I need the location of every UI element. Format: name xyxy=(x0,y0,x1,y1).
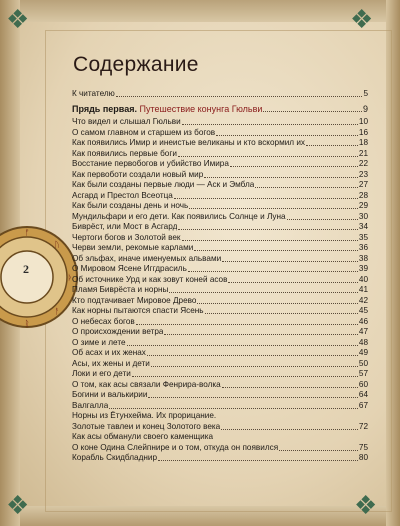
toc-entry-label: Корабль Скидбладнир xyxy=(72,453,157,462)
toc-page-number: 64 xyxy=(358,390,368,399)
toc-entry-label: Норны из Ётунхейма. Их прорицание. xyxy=(72,411,217,420)
toc-entry[interactable] xyxy=(72,274,368,285)
toc-page-number: 16 xyxy=(358,127,368,137)
svg-text:ᚦ: ᚦ xyxy=(67,273,73,282)
toc-entry[interactable] xyxy=(72,432,368,443)
toc-page-number: 80 xyxy=(358,453,368,462)
toc-entry-label: Кто подтачивает Мировое Древо xyxy=(72,295,197,305)
toc-page-number: 22 xyxy=(358,159,368,168)
toc-leader-dots xyxy=(188,271,358,272)
toc-entry-label: Черви земли, рекомые карлами xyxy=(72,243,194,252)
toc-leader-dots xyxy=(158,460,358,461)
toc-entry-label: Мундильфари и его дети. Как появились Солнце и Луна xyxy=(72,211,286,221)
toc-page-number: 10 xyxy=(358,117,368,126)
toc-entry[interactable] xyxy=(72,379,368,390)
toc-entry[interactable] xyxy=(72,369,368,380)
toc-entry-label: Об источнике Урд и как зовут коней асов xyxy=(72,274,228,284)
toc-entry-label: Богини и валькирии xyxy=(72,390,148,399)
toc-page-number: 50 xyxy=(358,358,368,368)
toc-leader-dots xyxy=(136,324,358,325)
toc-page-number: 49 xyxy=(358,348,368,357)
toc-entry[interactable] xyxy=(72,127,368,138)
toc-entry[interactable] xyxy=(72,232,368,243)
toc-entry-label: Как были созданы первые люди — Аск и Эмбла xyxy=(72,180,255,189)
svg-text:ᚱ: ᚱ xyxy=(24,319,30,328)
toc-entry-label: Как норны пытаются спасти Ясень xyxy=(72,306,204,315)
top-frame xyxy=(0,0,400,22)
toc-entry[interactable] xyxy=(72,411,368,422)
toc-page-number: 46 xyxy=(358,316,368,326)
page-title: Содержание xyxy=(73,53,199,76)
toc-entry-label: Как первоботи создали новый мир xyxy=(72,169,204,179)
celtic-knot-bottom-left-icon: ❖ xyxy=(6,490,30,520)
toc-leader-dots xyxy=(182,124,358,125)
toc-page-number: 40 xyxy=(358,274,368,284)
celtic-knot-top-left-icon: ❖ xyxy=(6,4,30,34)
toc-entry[interactable] xyxy=(72,421,368,432)
toc-entry-label: Об эльфах, иначе именуемых альвами xyxy=(72,253,222,263)
page-number: 2 xyxy=(23,262,29,276)
toc-entry-label: Как были созданы день и ночь xyxy=(72,201,189,210)
toc-page-number: 47 xyxy=(358,327,368,336)
toc-entry-label: Асы, их жены и дети xyxy=(72,358,150,368)
toc-leader-dots xyxy=(174,198,358,199)
toc-leader-dots xyxy=(221,429,358,430)
toc-page-number: 30 xyxy=(358,211,368,221)
toc-entry[interactable] xyxy=(72,180,368,191)
toc-page-number: 27 xyxy=(358,180,368,189)
toc-leader-dots xyxy=(182,240,358,241)
toc-section-entry[interactable] xyxy=(72,102,368,114)
toc-leader-dots xyxy=(222,387,358,388)
celtic-knot-top-right-icon: ❖ xyxy=(350,4,374,34)
toc-page-number: 60 xyxy=(358,379,368,389)
toc-entry[interactable] xyxy=(72,88,368,99)
svg-text:ᚨ: ᚨ xyxy=(54,307,60,316)
toc-page-number: 41 xyxy=(358,285,368,294)
toc-entry-label: Биврёст, или Мост в Асгард xyxy=(72,222,178,231)
toc-leader-dots xyxy=(178,156,358,157)
toc-leader-dots xyxy=(197,303,357,304)
toc-page-number: 18 xyxy=(358,138,368,147)
toc-entry[interactable] xyxy=(72,253,368,264)
toc-entry[interactable] xyxy=(72,390,368,401)
toc-leader-dots xyxy=(132,376,358,377)
toc-entry-label: Как появились первые боги xyxy=(72,148,177,158)
toc-leader-dots xyxy=(194,250,358,251)
toc-leader-dots xyxy=(279,450,358,451)
toc-leader-dots xyxy=(147,355,358,356)
toc-entry-label: Валгалла xyxy=(72,400,109,410)
toc-entry[interactable] xyxy=(72,243,368,254)
toc-leader-dots xyxy=(230,166,358,167)
toc-page-number: 72 xyxy=(358,421,368,431)
toc-entry-label: Золотые тавлеи и конец Золотого века xyxy=(72,421,221,431)
toc-entry-label: О происхождении ветра xyxy=(72,327,164,336)
toc-leader-dots xyxy=(178,229,358,230)
toc-leader-dots xyxy=(228,282,357,283)
toc-leader-dots xyxy=(116,96,363,97)
toc-entry[interactable] xyxy=(72,348,368,359)
toc-entry[interactable] xyxy=(72,327,368,338)
svg-text:ᚢ: ᚢ xyxy=(54,240,60,249)
toc-entry-label: О Мировом Ясене Иггдрасиль xyxy=(72,264,187,273)
toc-page-number: 9 xyxy=(362,103,368,114)
toc-entry[interactable] xyxy=(72,295,368,306)
toc-entry[interactable] xyxy=(72,316,368,327)
toc-leader-dots xyxy=(204,177,358,178)
toc-page-number: 21 xyxy=(358,148,368,158)
toc-entry[interactable] xyxy=(72,138,368,149)
toc-page-number: 5 xyxy=(363,88,368,98)
toc-entry-label: О коне Одина Слейпнире и о том, откуда он появился xyxy=(72,442,279,452)
svg-text:ᚠ: ᚠ xyxy=(24,228,30,237)
toc-entry-label xyxy=(72,104,262,114)
toc-page-number: 38 xyxy=(358,253,368,263)
toc-leader-dots xyxy=(151,366,358,367)
toc-leader-dots xyxy=(109,408,358,409)
toc-page-number: 28 xyxy=(358,190,368,200)
toc-page-number: 34 xyxy=(358,222,368,231)
toc-entry-label: Чертоги богов и Золотой век xyxy=(72,232,181,242)
toc-entry-label: К читателю xyxy=(72,88,115,98)
toc-entry-label: Об асах и их женах xyxy=(72,348,146,357)
toc-entry[interactable] xyxy=(72,169,368,180)
toc-page-number: 75 xyxy=(358,442,368,452)
toc-leader-dots xyxy=(164,334,357,335)
toc-page-number: 23 xyxy=(358,169,368,179)
toc-entry[interactable] xyxy=(72,201,368,212)
toc-entry[interactable] xyxy=(72,222,368,233)
toc-entry[interactable] xyxy=(72,117,368,128)
toc-entry[interactable] xyxy=(72,442,368,453)
toc-entry-label: Как появились Имир и инеистые великаны и кто вскормил их xyxy=(72,138,305,147)
toc-entry[interactable] xyxy=(72,358,368,369)
toc-entry-label: Пламя Биврёста и норны xyxy=(72,285,169,294)
toc-entry[interactable] xyxy=(72,285,368,296)
rune-wheel-icon xyxy=(0,222,82,332)
toc-entry[interactable] xyxy=(72,306,368,317)
toc-leader-dots xyxy=(255,187,358,188)
toc-entry-label: Восстание первобогов и убийство Имира xyxy=(72,159,229,168)
toc-page-number: 67 xyxy=(358,400,368,410)
toc-page-number: 35 xyxy=(358,232,368,242)
toc-entry-label: Что видел и слышал Гюльви xyxy=(72,117,181,126)
toc-page-number: 57 xyxy=(358,369,368,378)
toc-page-number: 39 xyxy=(358,264,368,273)
toc-entry-label: О небесах богов xyxy=(72,316,135,326)
toc-entry[interactable] xyxy=(72,159,368,170)
toc-leader-dots xyxy=(148,397,357,398)
celtic-knot-bottom-right-icon: ❖ xyxy=(354,490,378,520)
toc-entry-label: О самом главном и старшем из богов xyxy=(72,127,216,137)
toc-page-number: 36 xyxy=(358,243,368,252)
toc-section-prefix: Прядь первая. xyxy=(72,103,137,114)
toc-leader-dots xyxy=(222,261,358,262)
toc-page-number: 45 xyxy=(358,306,368,315)
table-of-contents xyxy=(72,88,368,463)
toc-entry[interactable] xyxy=(72,337,368,348)
toc-entry[interactable] xyxy=(72,264,368,275)
toc-page-number: 48 xyxy=(358,337,368,347)
toc-section-title: Путешествие конунга Гюльви xyxy=(139,103,263,114)
toc-entry-label: О том, как асы связали Фенрира-волка xyxy=(72,379,221,389)
toc-page-number: 29 xyxy=(358,201,368,210)
toc-leader-dots xyxy=(205,313,358,314)
toc-entry[interactable] xyxy=(72,211,368,222)
toc-entry[interactable] xyxy=(72,190,368,201)
toc-entry[interactable] xyxy=(72,453,368,464)
toc-entry-label: Асгард и Престол Всеотца xyxy=(72,190,173,200)
toc-leader-dots xyxy=(306,145,358,146)
toc-entry-label: Как асы обманули своего каменщика xyxy=(72,432,214,441)
toc-leader-dots xyxy=(169,292,357,293)
toc-entry[interactable] xyxy=(72,148,368,159)
toc-entry-label: Локи и его дети xyxy=(72,369,131,378)
toc-entry[interactable] xyxy=(72,400,368,411)
toc-leader-dots xyxy=(127,345,358,346)
toc-leader-dots xyxy=(263,111,362,112)
toc-leader-dots xyxy=(287,219,358,220)
toc-entry-label: О зиме и лете xyxy=(72,337,126,347)
toc-leader-dots xyxy=(216,135,358,136)
toc-leader-dots xyxy=(189,208,358,209)
toc-page-number: 42 xyxy=(358,295,368,305)
